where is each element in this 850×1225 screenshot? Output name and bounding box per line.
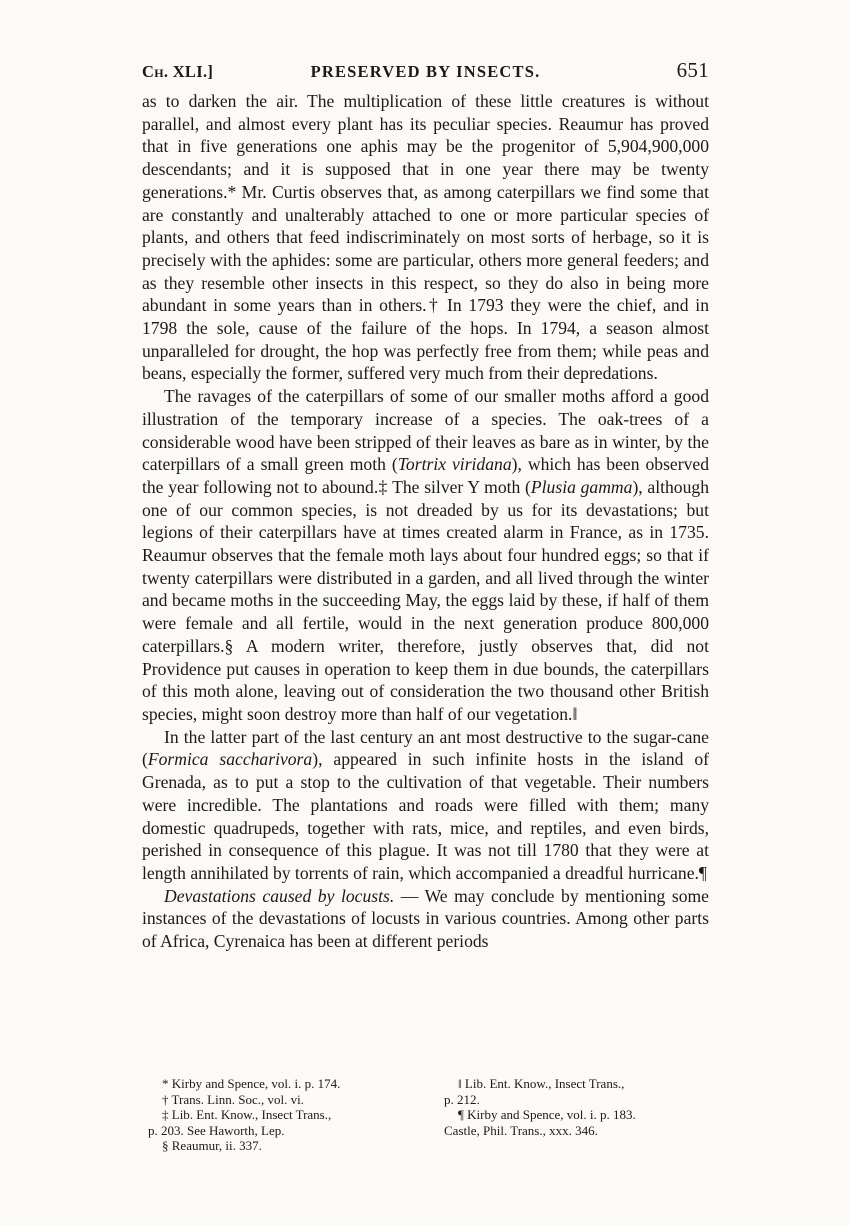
running-title: PRESERVED BY INSECTS. — [310, 62, 541, 81]
paragraph-aphides: as to darken the air. The multiplication of these little creatures is without parallel, and almost every plant has its peculiar species. Reaumur has proved that in five generations one aphis may be the progenitor of 5,904,900,000 descendants; and it is supposed that in one year there may be twenty generations.* Mr. Curtis observes that, as among caterpillars we find some that are constantly and unalterably attached to one or more particular species of plants, and others that feed indiscriminately on most sorts of herbage, so it is precisely with the aphides: some are particular, others more general feeders; and as they resemble other insects in this respect, so they do also in being more abundant in some years than in others.† In 1793 they were the chief, and in 1798 the sole, cause of the failure of the hops. In 1794, a season almost unparalleled for drought, the hop was perfectly free from them; while peas and beans, especially the former, suffered very much from their depredations. — [142, 91, 709, 384]
footnote-continuation: p. 212. — [444, 1091, 480, 1107]
text-segment: ), appeared in such infinite hosts in the island of Grenada, as to put a stop to the cultivation of that vegetable. Their numbers were incredible. The plantations and roads were filled with them; many domestic quadrupeds, together with rats, mice, and reptiles, and even birds, perished in consequence of this plague. It was not till 1780 that they were at length annihilated by torrents of rain, which accompanied a dreadful hurricane.¶ — [142, 749, 709, 883]
footnote: ‖ Lib. Ent. Know., Insect Trans., — [458, 1076, 625, 1091]
text-segment: — We may conclude by mentioning some instances of the devastations of locusts in various countries. Among other parts of Africa, Cyrenaica has been at different periods — [142, 885, 709, 952]
paragraph-ants — [142, 726, 709, 885]
paragraph-moths — [142, 385, 709, 726]
paragraph-locusts — [142, 885, 709, 953]
footnotes-left-column — [148, 1076, 434, 1154]
page-header — [142, 58, 709, 84]
text-segment: ), which has been observed the year following not to abound.‡ The silver Y moth ( — [142, 454, 710, 497]
footnote: * Kirby and Spence, vol. i. p. 174. — [162, 1076, 341, 1091]
footnote: ¶ Kirby and Spence, vol. i. p. 183. — [458, 1107, 636, 1122]
footnote: § Reaumur, ii. 337. — [162, 1138, 262, 1153]
species-name: Plusia gamma — [530, 476, 633, 497]
body-text — [142, 90, 709, 953]
footnotes-right-column — [444, 1076, 710, 1138]
text-segment: In the latter part of the last century an ant most destructive to the sugar-cane ( — [142, 726, 709, 770]
footnote: ‡ Lib. Ent. Know., Insect Trans., — [162, 1107, 332, 1122]
page-number: 651 — [676, 58, 709, 82]
species-name: Formica saccharivora — [147, 749, 313, 770]
footnote: † Trans. Linn. Soc., vol. vi. — [162, 1091, 304, 1107]
species-name: Tortrix viridana — [397, 454, 512, 475]
footnote-continuation: Castle, Phil. Trans., xxx. 346. — [444, 1122, 598, 1138]
footnote-continuation: p. 203. See Haworth, Lep. — [148, 1122, 285, 1138]
section-heading: Devastations caused by locusts. — [164, 885, 395, 906]
text-segment: The ravages of the caterpillars of some of our smaller moths afford a good illustration of the temporary increase of a species. The oak-trees of a considerable wood have been stripped of their leaves as bare as in winter, by the caterpillars of a small green moth ( — [142, 386, 709, 475]
text-segment: ), although one of our common species, is not dreaded by us for its devastations; but legions of their caterpillars have at times created alarm in France, as in 1735. Reaumur observes that the female moth lays about four hundred eggs; so that if twenty caterpillars were distributed in a garden, and all lived through the winter and became moths in the succeeding May, the eggs laid by these, if half of them were female and all fertile, would in the next generation produce 800,000 caterpillars.§ A modern writer, therefore, justly observes that, did not Providence put causes in operation to keep them in due bounds, the caterpillars of this moth alone, leaving out of consideration the two thousand other British species, might soon destroy more than half of our vegetation.‖ — [142, 476, 709, 724]
chapter-label: Ch. XLI.] — [142, 62, 214, 81]
